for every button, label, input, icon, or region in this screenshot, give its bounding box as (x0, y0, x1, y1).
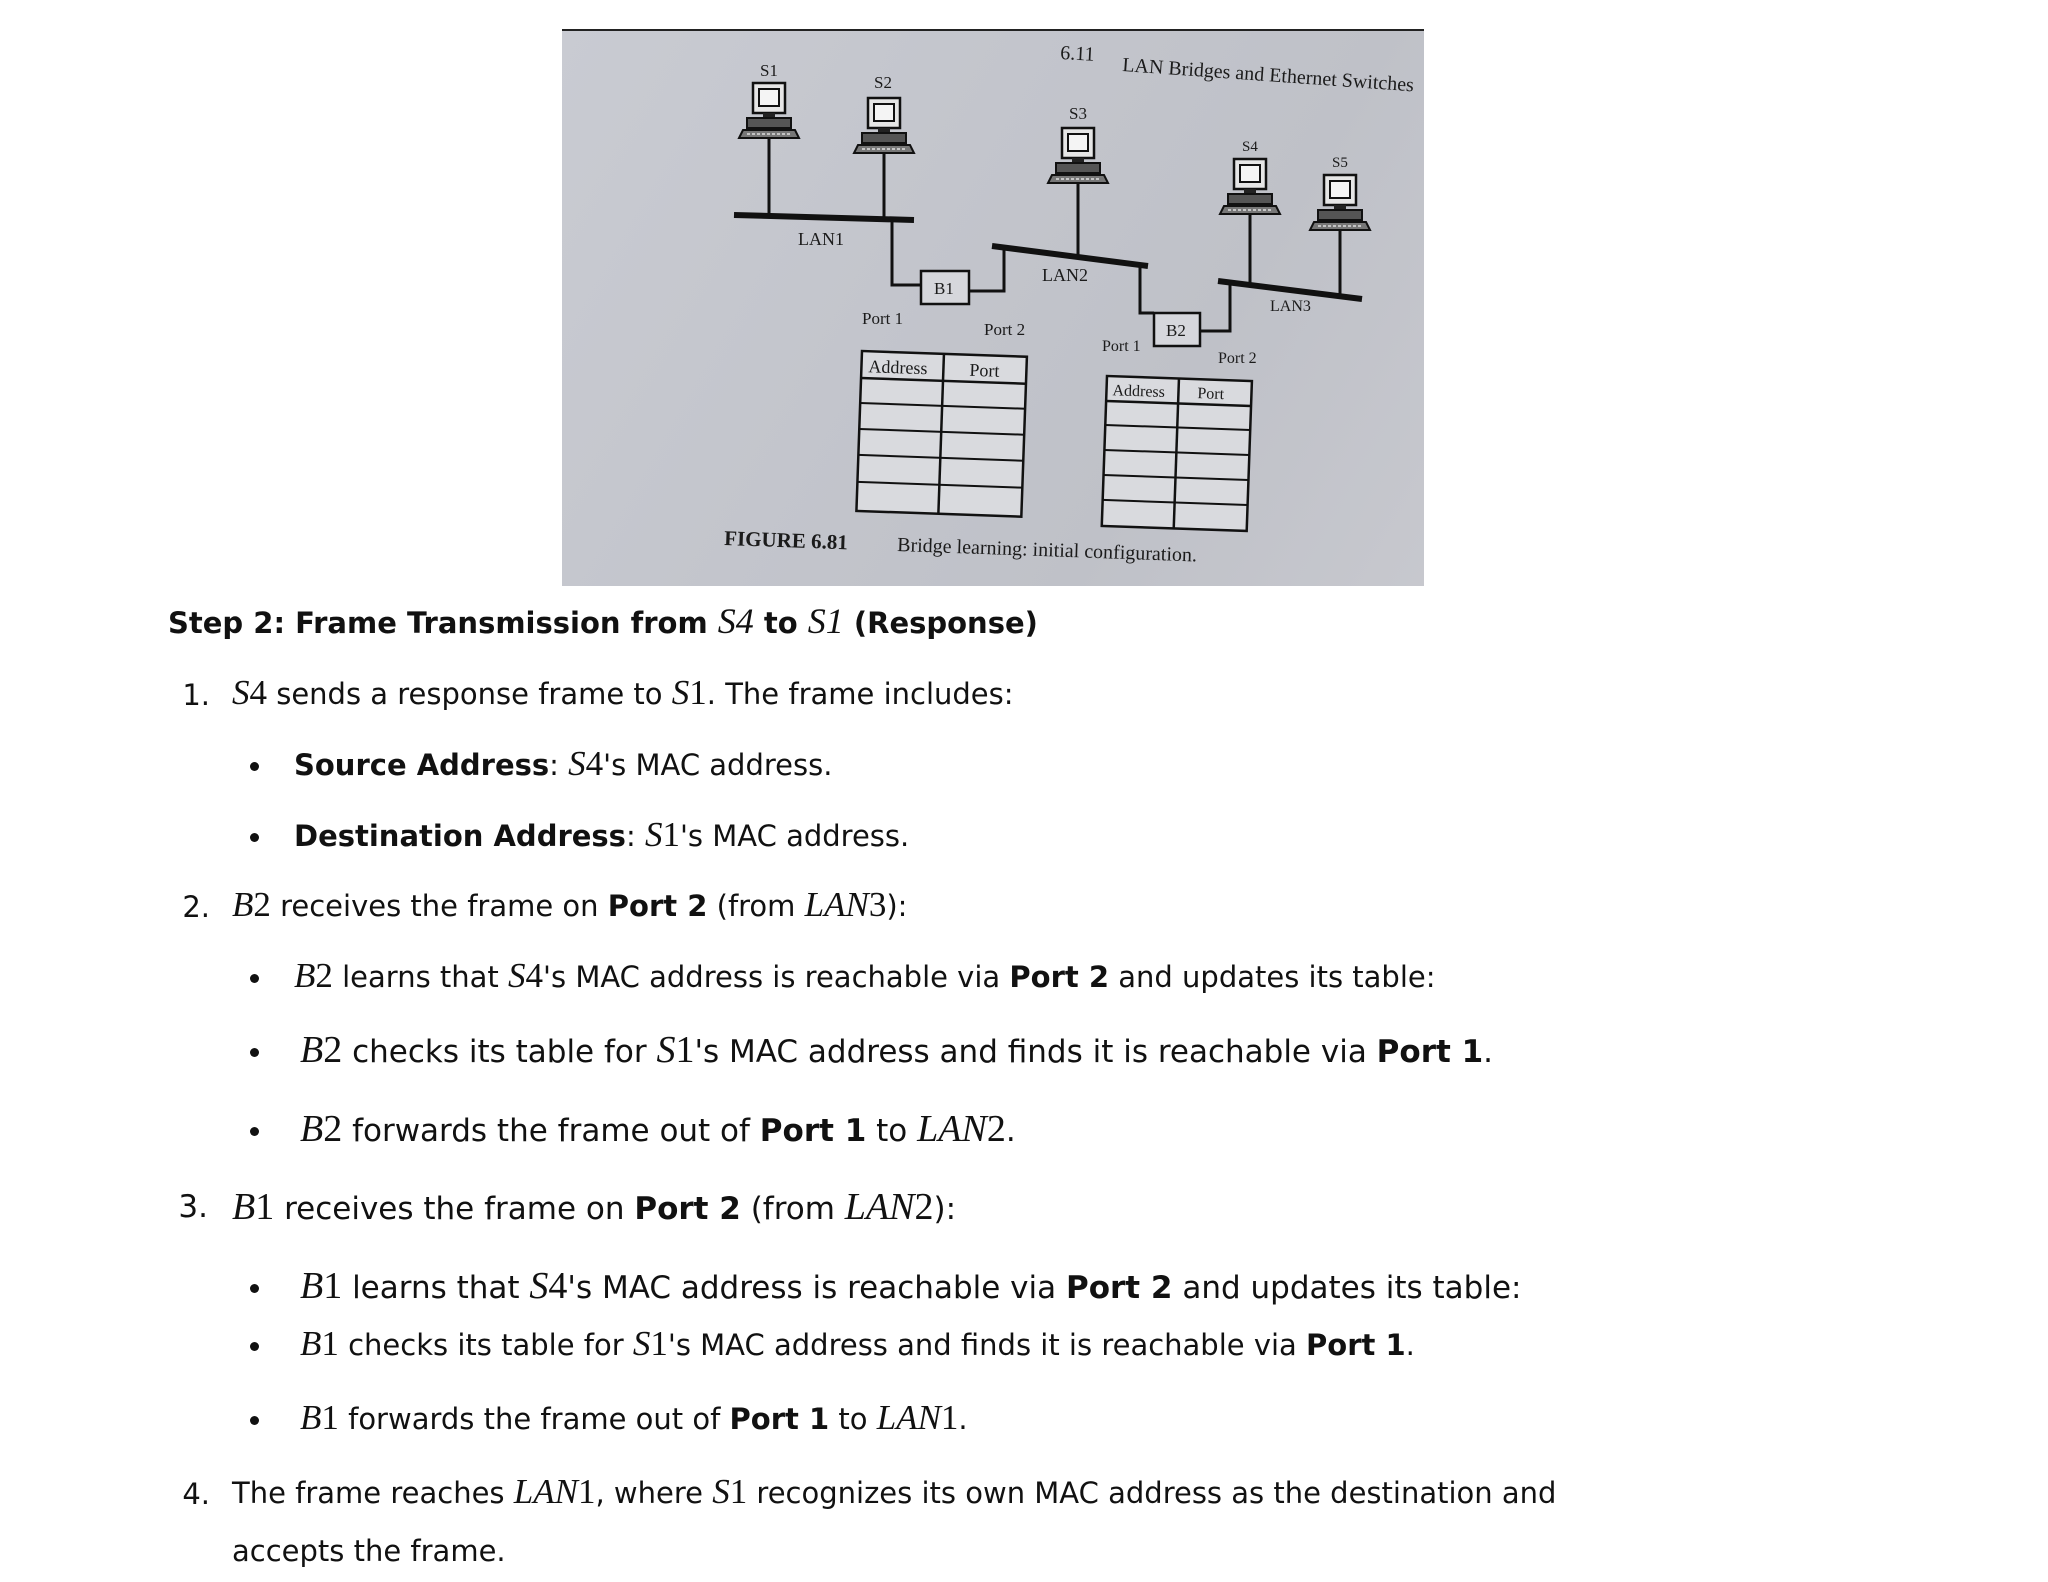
inline-math: B1 (300, 1398, 339, 1437)
inline-math: B2 (294, 956, 333, 995)
heading-suffix: (Response) (843, 606, 1038, 640)
bold-text: Source Address (294, 748, 550, 782)
inline-text: 's MAC address is reachable via (567, 1270, 1066, 1306)
step-2-number: 2. (182, 890, 210, 924)
inline-text: . (1483, 1034, 1494, 1070)
inline-text: learns that (342, 1270, 530, 1306)
b2-address-table (1102, 376, 1252, 531)
inline-math: B2 (232, 885, 271, 924)
inline-text: 's MAC address and finds it is reachable via (694, 1034, 1377, 1070)
step-1-text (232, 673, 1014, 713)
bullet-dot (250, 1416, 259, 1425)
b2-port1-label: Port 1 (1102, 338, 1141, 355)
b1-table-col-port: Port (969, 359, 1000, 381)
step-3-bullet-1 (300, 1264, 1521, 1308)
step-1-bullet-2 (294, 815, 909, 855)
computer-s1-icon (739, 83, 799, 138)
inline-text: 's MAC address and finds it is reachable via (667, 1328, 1307, 1362)
bold-text: Port 1 (729, 1402, 830, 1436)
bold-text: Port 2 (1065, 1270, 1173, 1306)
inline-math: S4 (568, 744, 604, 783)
inline-text: (from (740, 1191, 845, 1227)
figure-header-section: 6.11 (1059, 42, 1096, 66)
step-heading (168, 600, 1038, 642)
inline-math: S4 (529, 1265, 568, 1307)
inline-text: : (625, 819, 645, 853)
bold-text: Port 2 (634, 1191, 741, 1227)
step-4-continuation: accepts the frame. (232, 1534, 506, 1568)
inline-text: checks its table for (338, 1328, 633, 1362)
inline-text: to (829, 1402, 877, 1436)
inline-math: S1 (671, 673, 707, 712)
step-4-number: 4. (182, 1477, 210, 1511)
bullet-dot (250, 762, 259, 771)
figure-caption-label: FIGURE 6.81 (723, 526, 849, 555)
inline-math: B1 (300, 1265, 343, 1307)
b1-port1-label: Port 1 (862, 309, 904, 328)
bold-text: Port 1 (759, 1113, 867, 1149)
b1-address-table (856, 351, 1026, 517)
bold-text: Port 1 (1306, 1328, 1406, 1362)
inline-text: . (958, 1402, 968, 1436)
inline-text: checks its table for (342, 1034, 657, 1070)
inline-text: and updates its table: (1109, 960, 1436, 994)
step-2-bullet-2 (300, 1028, 1493, 1072)
inline-math: LAN2 (917, 1108, 1006, 1150)
inline-text: : (549, 748, 569, 782)
b2-table-col-port: Port (1197, 385, 1225, 404)
station-label-s3: S3 (1069, 104, 1087, 123)
textbook-figure-photo (562, 29, 1424, 586)
step-2-bullet-3 (300, 1107, 1016, 1151)
bold-text: Port 1 (1376, 1034, 1484, 1070)
inline-math: S1 (644, 815, 680, 854)
step-3-text (232, 1185, 956, 1229)
lan-label-lan1: LAN1 (798, 229, 844, 249)
computer-s3-icon (1048, 128, 1108, 183)
b2-port2-label: Port 2 (1218, 350, 1257, 367)
inline-text: ): (933, 1191, 957, 1227)
inline-math: LAN1 (513, 1472, 596, 1511)
computer-s5-icon (1310, 175, 1370, 230)
inline-math: LAN3 (804, 885, 887, 924)
bullet-dot (250, 1127, 259, 1136)
inline-text: . (1005, 1113, 1016, 1149)
station-label-s4: S4 (1242, 139, 1258, 155)
bold-text: Port 2 (607, 889, 708, 923)
inline-math: B1 (300, 1324, 339, 1363)
inline-text: 's MAC address. (679, 819, 910, 853)
lan2-segment (992, 246, 1148, 266)
inline-math: LAN2 (844, 1186, 934, 1228)
inline-text: ): (886, 889, 908, 923)
station-label-s5: S5 (1332, 155, 1348, 171)
inline-text: , where (595, 1476, 713, 1510)
inline-math: B2 (300, 1108, 343, 1150)
bullet-dot (250, 1342, 259, 1351)
inline-text: receives the frame on (270, 889, 608, 923)
step-1-number: 1. (182, 678, 210, 712)
bullet-dot (250, 974, 259, 983)
inline-text: forwards the frame out of (338, 1402, 730, 1436)
heading-mid: to (753, 606, 808, 640)
step-3-bullet-3 (300, 1398, 968, 1438)
bridge-diagram (562, 31, 1424, 586)
inline-text: receives the frame on (274, 1191, 635, 1227)
computer-s4-icon (1220, 159, 1280, 214)
inline-text: . The frame includes: (706, 677, 1014, 711)
lan1-segment (734, 215, 914, 220)
step-2-text (232, 885, 907, 925)
heading-prefix: Step 2: Frame Transmission from (168, 606, 718, 640)
bullet-dot (250, 833, 259, 842)
step-3-bullet-2 (300, 1324, 1415, 1364)
step-3-number: 3. (178, 1189, 208, 1225)
figure-caption-text: Bridge learning: initial configuration. (896, 534, 1198, 567)
station-label-s1: S1 (760, 61, 778, 80)
inline-math: S1 (632, 1324, 668, 1363)
lan-label-lan3: LAN3 (1270, 298, 1311, 315)
bold-text: Destination Address (294, 819, 626, 853)
bridge-label-b1: B1 (934, 279, 954, 298)
inline-math: S4 (508, 956, 544, 995)
station-label-s2: S2 (874, 73, 892, 92)
b1-port2-label: Port 2 (984, 320, 1026, 339)
b2-table-col-address: Address (1112, 382, 1166, 402)
computer-s2-icon (854, 98, 914, 153)
inline-text: 's MAC address. (603, 748, 833, 782)
inline-text: learns that (332, 960, 509, 994)
bullet-dot (250, 1048, 259, 1057)
inline-math: B1 (232, 1186, 275, 1228)
inline-text: forwards the frame out of (342, 1113, 760, 1149)
inline-math: LAN1 (876, 1398, 959, 1437)
inline-text: . (1405, 1328, 1415, 1362)
bold-text: Port 2 (1009, 960, 1110, 994)
inline-text: sends a response frame to (267, 677, 672, 711)
heading-to-math: S1 (807, 601, 844, 641)
inline-text: recognizes its own MAC address as the destination and (747, 1476, 1557, 1510)
lan-label-lan2: LAN2 (1042, 265, 1088, 285)
inline-text: The frame reaches (232, 1476, 514, 1510)
inline-math: B2 (300, 1029, 343, 1071)
bullet-dot (250, 1284, 259, 1293)
inline-text: and updates its table: (1172, 1270, 1522, 1306)
inline-text: 's MAC address is reachable via (543, 960, 1010, 994)
inline-math: S1 (712, 1472, 748, 1511)
bridge-label-b2: B2 (1166, 321, 1186, 340)
heading-from-math: S4 (717, 601, 754, 641)
step-4-text (232, 1472, 1556, 1512)
inline-text: to (866, 1113, 918, 1149)
inline-text: (from (707, 889, 805, 923)
b1-table-col-address: Address (868, 356, 928, 379)
step-1-bullet-1 (294, 744, 832, 784)
figure-header-title: LAN Bridges and Ethernet Switches (1121, 54, 1415, 97)
step-2-bullet-1 (294, 956, 1436, 996)
inline-math: S1 (656, 1029, 695, 1071)
inline-math: S4 (232, 673, 267, 712)
